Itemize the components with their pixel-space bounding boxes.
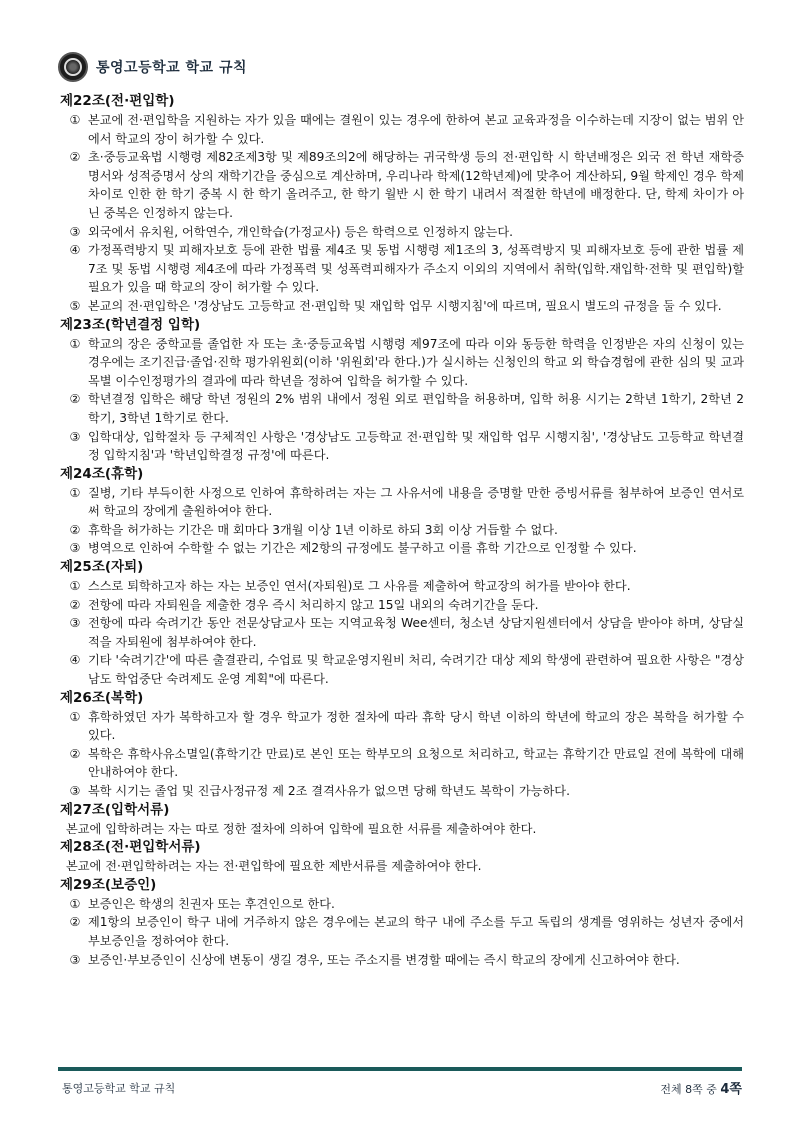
article-title: 제24조(휴학) [60,465,144,482]
clause-item [60,596,744,615]
school-emblem-icon [58,52,88,82]
article-title: 제23조(학년결정 입학) [60,316,201,333]
total-pages-label: 전체 8쪽 중 [660,1083,717,1096]
article-paragraph: 본교에 전·편입학하려는 자는 전·편입학에 필요한 제반서류를 제출하여야 한다. [66,859,482,874]
clause-number: ③ [69,616,81,631]
clause-number: ③ [69,541,81,556]
document-body [60,92,744,969]
clause-text: 가정폭력방지 및 피해자보호 등에 관한 법률 제4조 및 동법 시행령 제1조의 3, 성폭력방지 및 피해자보호 등에 관한 법률 제7조 및 동법 시행령 제4조에 따라 가정폭력 및 성폭력피해자가 주소지 이외의 지역에서 취학(입학.재입학·전학 및 편입학)할 필요가 있을 때 학교의 장이 허가할 수 있다. [88,243,744,295]
clause-number: ② [69,392,81,407]
clause-number: ① [69,336,81,351]
article-title: 제26조(복학) [60,689,144,706]
clause-text: 전항에 따라 숙려기간 동안 전문상담교사 또는 지역교육청 Wee센터, 청소년 상담지원센터에서 상담을 받아야 하며, 상담실적을 자퇴원에 첨부하여야 한다. [88,616,744,649]
clause-number: ① [69,113,81,127]
clause-number: ③ [69,224,81,239]
clause-item [60,111,744,148]
clause-text: 학교의 장은 중학교를 졸업한 자 또는 초·중등교육법 시행령 제97조에 따라 이와 동등한 학력을 인정받은 자의 신청이 있는 경우에는 조기진급·졸업·진학 평가위원회(이하 '위원회'라 한다.)가 실시하는 신청인의 학교 외 학습경험에 관한 심의 및 교과목별 이수인정평가의 결과에 따라 학년을 정하여 입학을 허가할 수 있다. [88,336,744,388]
clause-text: 보증인은 학생의 친권자 또는 후견인으로 한다. [88,896,335,911]
clause-number: ① [69,709,81,724]
clause-number: ② [69,150,81,165]
clause-number: ② [69,746,81,761]
clause-text: 스스로 퇴학하고자 하는 자는 보증인 연서(자퇴원)로 그 사유를 제출하여 학교장의 허가를 받아야 한다. [88,579,631,594]
clause-item [60,782,744,801]
clause-text: 질병, 기타 부득이한 사정으로 인하여 휴학하려는 자는 그 사유서에 내용을 증명할 만한 증빙서류를 첨부하여 보증인 연서로써 학교의 장에게 출원하여야 한다. [88,485,744,519]
clause-text: 복학은 휴학사유소멸일(휴학기간 만료)로 본인 또는 학부모의 요청으로 처리하고, 학교는 휴학기간 만료일 전에 복학에 대해 안내하여야 한다. [88,746,744,780]
article-title: 제28조(전·편입학서류) [60,839,201,856]
article-title: 제29조(보증인) [60,876,157,893]
clause-text: 학년결정 입학은 해당 학년 정원의 2% 범위 내에서 정원 외로 편입학을 허용하며, 입학 허용 시기는 2학년 1학기, 2학년 2학기, 3학년 1학기로 한다. [88,392,744,425]
clause-number: ① [69,896,81,911]
current-page: 4쪽 [720,1082,742,1097]
page-indicator [660,1078,742,1097]
clause-number: ⑤ [69,298,81,313]
article-title: 제22조(전·편입학) [60,93,175,109]
clause-item [60,539,744,558]
clause-number: ④ [69,653,81,668]
clause-item [60,951,744,970]
clause-text: 초·중등교육법 시행령 제82조제3항 및 제89조의2에 해당하는 귀국학생 등의 전·편입학 시 학년배정은 외국 전 학년 재학증명서와 성적증명서 상의 재학기간을 중심으로 계산하며, 우리나라 학제(12학년제)에 맞추어 계산하되, 9월 학제인 경우 학제 차이로 인한 한 학기 중복 시 한 학기 올려주고, 한 학기 월반 시 한 학기 내려서 적절한 학년에 배정한다. 단, 학제 차이가 아닌 중복은 인정하지 않는다. [88,150,744,220]
article-title: 제27조(입학서류) [60,801,170,818]
clause-item [60,484,744,521]
article-title: 제25조(자퇴) [60,559,144,576]
clause-text: 외국에서 유치원, 어학연수, 개인학습(가정교사) 등은 학력으로 인정하지 않는다. [88,224,513,239]
clause-item [60,521,744,540]
clause-number: ③ [69,952,81,967]
clause-item [60,577,744,596]
clause-item [60,428,744,465]
clause-item [60,335,744,391]
clause-item [60,913,744,950]
clause-number: ② [69,522,81,537]
clause-text: 기타 '숙려기간'에 따른 출결관리, 수업료 및 학교운영지원비 처리, 숙려기간 대상 제외 학생에 관련하여 필요한 사항은 "경상남도 학업중단 숙려제도 운영 계획"에 따른다. [88,653,744,687]
clause-item [60,614,744,651]
clause-item [60,651,744,688]
clause-item [60,745,744,782]
clause-item [60,241,744,297]
clause-text: 복학 시기는 졸업 및 진급사정규정 제 2조 결격사유가 없으면 당해 학년도 복학이 가능하다. [88,784,570,798]
article-paragraph: 본교에 입학하려는 자는 따로 정한 절차에 의하여 입학에 필요한 서류를 제출하여야 한다. [66,821,537,836]
footer-title: 통영고등학교 학교 규칙 [62,1082,176,1095]
clause-item [60,390,744,427]
clause-number: ④ [69,243,81,258]
clause-number: ① [69,485,81,500]
footer-divider [58,1067,742,1071]
clause-text: 제1항의 보증인이 학구 내에 거주하지 않은 경우에는 본교의 학구 내에 주소를 두고 독립의 생계를 영위하는 성년자 중에서 부보증인을 정하여야 한다. [88,915,744,948]
clause-text: 병역으로 인하여 수학할 수 없는 기간은 제2항의 규정에도 불구하고 이를 휴학 기간으로 인정할 수 있다. [88,541,637,556]
clause-item [60,895,744,914]
clause-item [60,148,744,222]
clause-number: ③ [69,429,81,444]
clause-text: 휴학하였던 자가 복학하고자 할 경우 학교가 정한 절차에 따라 휴학 당시 학년 이하의 학년에 학교의 장은 복학을 허가할 수 있다. [88,709,744,743]
clause-text: 보증인·부보증인이 신상에 변동이 생길 경우, 또는 주소지를 변경할 때에는 즉시 학교의 장에게 신고하여야 한다. [88,952,680,967]
clause-text: 본교의 전·편입학은 '경상남도 고등학교 전·편입학 및 재입학 업무 시행지침'에 따르며, 필요시 별도의 규정을 둘 수 있다. [88,298,722,313]
clause-item [60,297,744,316]
clause-item [60,223,744,242]
clause-number: ② [69,915,81,930]
clause-item [60,708,744,745]
clause-text: 본교에 전·편입학을 지원하는 자가 있을 때에는 결원이 있는 경우에 한하여 본교 교육과정을 이수하는데 지장이 없는 범위 안에서 학교의 장이 허가할 수 있다. [88,113,744,146]
clause-text: 입학대상, 입학절차 등 구체적인 사항은 '경상남도 고등학교 전·편입학 및 재입학 업무 시행지침', '경상남도 고등학교 학년결정 입학지침'과 '학년입학결정 규정'에 따른다. [88,429,744,463]
clause-number: ② [69,597,81,612]
header-title: 통영고등학교 학교 규칙 [96,60,247,76]
clause-text: 휴학을 허가하는 기간은 매 회마다 3개월 이상 1년 이하로 하되 3회 이상 거듭할 수 없다. [88,522,558,537]
clause-text: 전항에 따라 자퇴원을 제출한 경우 즉시 처리하지 않고 15일 내외의 숙려기간을 둔다. [88,597,539,612]
page-header [58,50,247,84]
clause-number: ③ [69,784,81,798]
clause-number: ① [69,579,81,594]
